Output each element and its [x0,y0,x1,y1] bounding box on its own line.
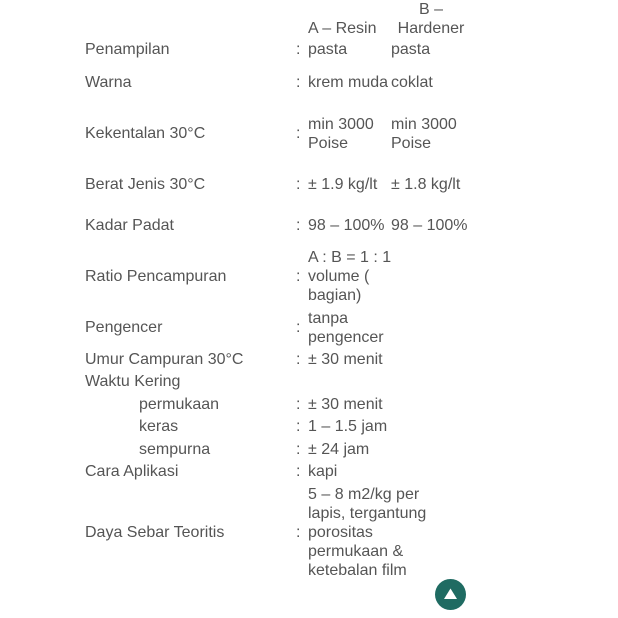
row-value-b: pasta [391,41,431,58]
row-colon: : [296,440,301,458]
row-value-a: min 3000 Poise [308,115,374,152]
row-kekentalan [85,103,475,164]
row-label: Kekentalan 30°C [85,125,206,142]
row-cara-aplikasi [85,460,475,483]
row-label: Waktu Kering [85,373,181,390]
row-value: A : B = 1 : 1 volume ( bagian) [308,249,392,304]
row-colon: : [296,350,301,368]
header-col-a: A – Resin [308,20,377,37]
row-keras [85,415,475,438]
row-label: Berat Jenis 30°C [85,176,206,193]
row-colon: : [296,176,301,193]
row-label: permukaan [139,395,220,413]
row-value-a: krem muda [308,73,389,91]
row-label: Pengencer [85,319,163,336]
row-kadar-padat [85,205,475,246]
row-umur-campuran [85,348,475,370]
row-label: Kadar Padat [85,217,174,234]
row-value: ± 30 menit [308,395,383,413]
row-value-a: pasta [308,41,348,58]
row-value: ± 24 jam [308,440,370,458]
row-value-a: ± 1.9 kg/lt [308,176,378,193]
row-colon: : [296,463,301,480]
row-value-b: min 3000 Poise [391,115,457,152]
row-value: tanpa pengencer [308,309,384,346]
row-colon: : [296,319,301,336]
scroll-to-top-button[interactable] [435,579,466,610]
row-colon: : [296,41,301,58]
row-colon: : [296,418,301,435]
row-value-b: coklat [391,73,433,91]
row-label: Penampilan [85,41,170,58]
row-penampilan [85,38,475,61]
row-label: keras [139,418,179,435]
row-label: sempurna [139,440,211,458]
row-value-b: 98 – 100% [391,217,468,234]
row-colon: : [296,73,301,91]
row-value-a: 98 – 100% [308,217,385,234]
row-value-b: ± 1.8 kg/lt [391,176,461,193]
row-colon: : [296,217,301,234]
row-label: Umur Campuran 30°C [85,350,244,368]
spec-table [85,0,475,581]
row-permukaan [85,393,475,415]
header-row [85,0,475,38]
row-warna [85,61,475,103]
row-label: Warna [85,73,132,91]
row-label: Daya Sebar Teoritis [85,523,225,541]
row-ratio [85,246,475,307]
header-col-b: B – Hardener [397,1,465,37]
row-value: 5 – 8 m2/kg per lapis, tergantung porositas permukaan & ketebalan film [308,485,427,579]
row-value: 1 – 1.5 jam [308,418,388,435]
row-waktu-kering [85,370,475,393]
row-value: ± 30 menit [308,350,383,368]
row-pengencer [85,307,475,348]
row-sempurna [85,438,475,460]
triangle-up-icon [435,579,466,610]
row-value: kapi [308,463,338,480]
row-daya-sebar [85,483,475,581]
row-label: Cara Aplikasi [85,463,179,480]
row-berat-jenis [85,164,475,205]
row-colon: : [296,125,301,142]
row-colon: : [296,268,301,285]
row-label: Ratio Pencampuran [85,268,227,285]
row-colon: : [296,395,301,413]
row-colon: : [296,523,301,541]
